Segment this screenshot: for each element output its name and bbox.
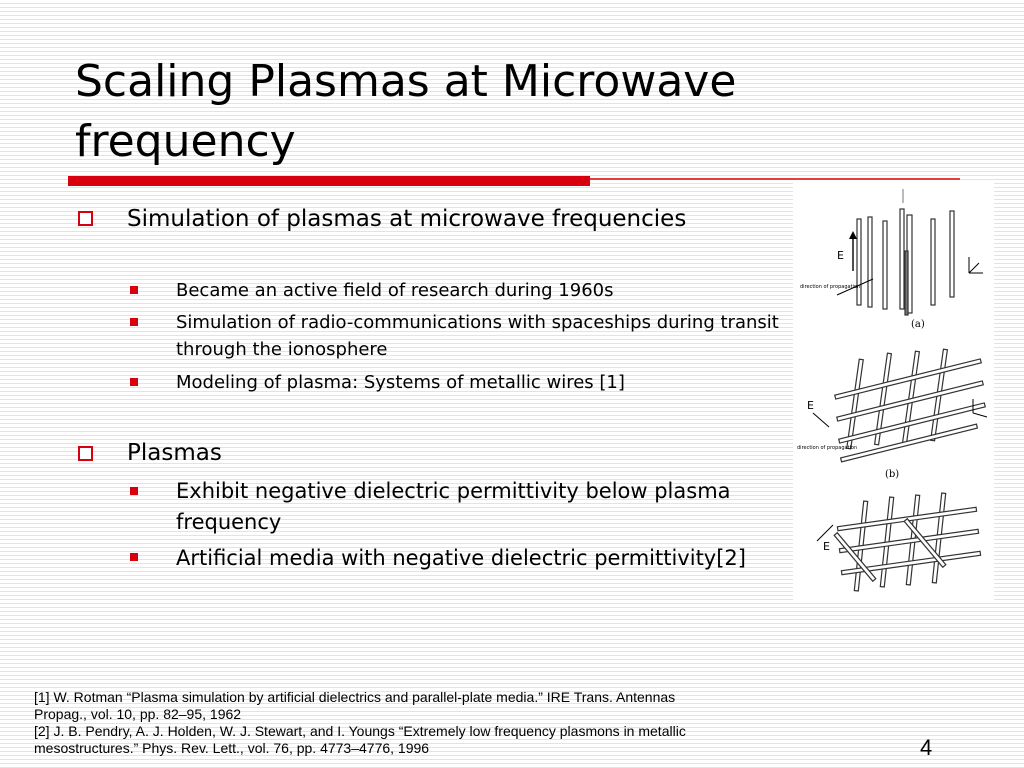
square-bullet-icon (130, 553, 138, 561)
field-label: E (837, 249, 844, 262)
square-bullet-icon (130, 487, 138, 495)
page-number: 4 (920, 735, 933, 760)
title-underline (68, 176, 590, 186)
title-underline-thin (590, 178, 960, 180)
bullet-level2: Artificial media with negative dielectric permittivity[2] (176, 546, 746, 570)
wire-lattice-c (834, 493, 980, 591)
field-label: E (823, 540, 830, 553)
reference-item: [2] J. B. Pendry, A. J. Holden, W. J. Stewart, and I. Youngs “Extremely low frequency plasmons in metallic mesostructures.” Phys. Rev. Lett., vol. 76, pp. 4773–4776, 1996 (34, 723, 686, 756)
wire-grid-b (835, 349, 986, 462)
reference-item: [1] W. Rotman “Plasma simulation by artificial dielectrics and parallel-plate media.” IRE Trans. Antennas Propag., vol. 10, pp. 82–95, 1962 (34, 689, 676, 722)
parallel-wire-array (857, 209, 954, 315)
panel-label-a: (a) (911, 319, 925, 330)
direction-label: direction of propagation (797, 445, 858, 451)
bullet-level2: Modeling of plasma: Systems of metallic wires [1] (176, 372, 625, 393)
box-bullet-icon (78, 446, 93, 461)
square-bullet-icon (130, 318, 138, 326)
box-bullet-icon (78, 211, 93, 226)
square-bullet-icon (130, 286, 138, 294)
panel-label-b: (b) (885, 469, 900, 480)
bullet-level2: Exhibit negative dielectric permittivity below plasma frequency (176, 479, 731, 534)
square-bullet-icon (130, 378, 138, 386)
axis-triad (969, 257, 983, 273)
wire-diagram (793, 181, 994, 600)
direction-label: direction of propagation (800, 284, 861, 290)
slide-title: Scaling Plasmas at Microwave frequency (75, 56, 737, 167)
bullet-level2: Became an active field of research during 1960s (176, 280, 614, 301)
bullet-level1: Plasmas (127, 440, 222, 466)
field-label: E (807, 399, 814, 412)
wire-media-figure (793, 181, 994, 600)
references (34, 689, 714, 757)
bullet-level2: Simulation of radio-communications with spaceships during transit through the ionosphere (176, 312, 779, 360)
bullet-level1: Simulation of plasmas at microwave frequencies (127, 206, 687, 232)
